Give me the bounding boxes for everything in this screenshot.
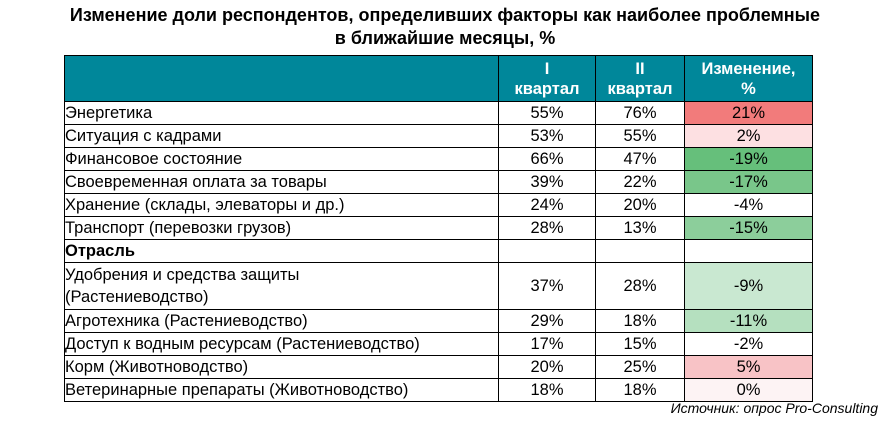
row-label: Транспорт (перевозки грузов) [65,217,499,240]
row-q2-value [596,240,685,263]
row-q1-value: 18% [499,379,596,402]
section-row [65,240,813,263]
row-change-value: -9% [685,263,813,310]
table-row [65,333,813,356]
row-q2-value: 18% [596,379,685,402]
row-q2-value: 13% [596,217,685,240]
row-q1-value: 53% [499,125,596,148]
source-note: Источник: опрос Pro-Consulting [670,400,878,416]
table-row [65,194,813,217]
row-change-value: 21% [685,102,813,125]
row-q1-value: 28% [499,217,596,240]
row-change-value: 0% [685,379,813,402]
row-q2-value: 55% [596,125,685,148]
row-q1-value: 66% [499,148,596,171]
title-line-1: Изменение доли респондентов, определивших факторы как наиболее проблемные [69,5,821,25]
factors-table [64,55,813,402]
row-q1-value: 29% [499,310,596,333]
table-row [65,310,813,333]
row-q1-value [499,240,596,263]
header-q2-column: II квартал [596,56,685,102]
row-q2-value: 22% [596,171,685,194]
row-label: Отрасль [65,240,499,263]
table-row [65,217,813,240]
row-change-value: 2% [685,125,813,148]
row-q2-value: 25% [596,356,685,379]
row-q1-value: 37% [499,263,596,310]
table-row [65,356,813,379]
table-header-row [65,56,813,102]
table-row [65,148,813,171]
table-row [65,171,813,194]
row-change-value: -11% [685,310,813,333]
row-label: Финансовое состояние [65,148,499,171]
row-q1-value: 39% [499,171,596,194]
row-label: Удобрения и средства защиты (Растениеводство) [65,263,499,310]
row-q1-value: 24% [499,194,596,217]
header-q1-column: I квартал [499,56,596,102]
row-q2-value: 20% [596,194,685,217]
chart-title [0,4,890,50]
row-q1-value: 17% [499,333,596,356]
table-row [65,102,813,125]
row-change-value [685,240,813,263]
row-label: Доступ к водным ресурсам (Растениеводство) [65,333,499,356]
table-row [65,263,813,310]
row-label: Ветеринарные препараты (Животноводство) [65,379,499,402]
header-change-column: Изменение, % [685,56,813,102]
table-body [65,102,813,402]
row-q2-value: 28% [596,263,685,310]
row-label: Агротехника (Растениеводство) [65,310,499,333]
row-q2-value: 18% [596,310,685,333]
row-change-value: -2% [685,333,813,356]
row-q2-value: 47% [596,148,685,171]
table-row [65,125,813,148]
row-label: Энергетика [65,102,499,125]
row-change-value: -17% [685,171,813,194]
row-change-value: -19% [685,148,813,171]
row-label: Корм (Животноводство) [65,356,499,379]
table-row [65,379,813,402]
row-q1-value: 20% [499,356,596,379]
row-label: Ситуация с кадрами [65,125,499,148]
row-change-value: 5% [685,356,813,379]
row-q1-value: 55% [499,102,596,125]
row-q2-value: 15% [596,333,685,356]
header-label-column [65,56,499,102]
row-change-value: -15% [685,217,813,240]
title-line-2: в ближайшие месяцы, % [334,28,556,48]
row-change-value: -4% [685,194,813,217]
row-label: Своевременная оплата за товары [65,171,499,194]
row-q2-value: 76% [596,102,685,125]
row-label: Хранение (склады, элеваторы и др.) [65,194,499,217]
